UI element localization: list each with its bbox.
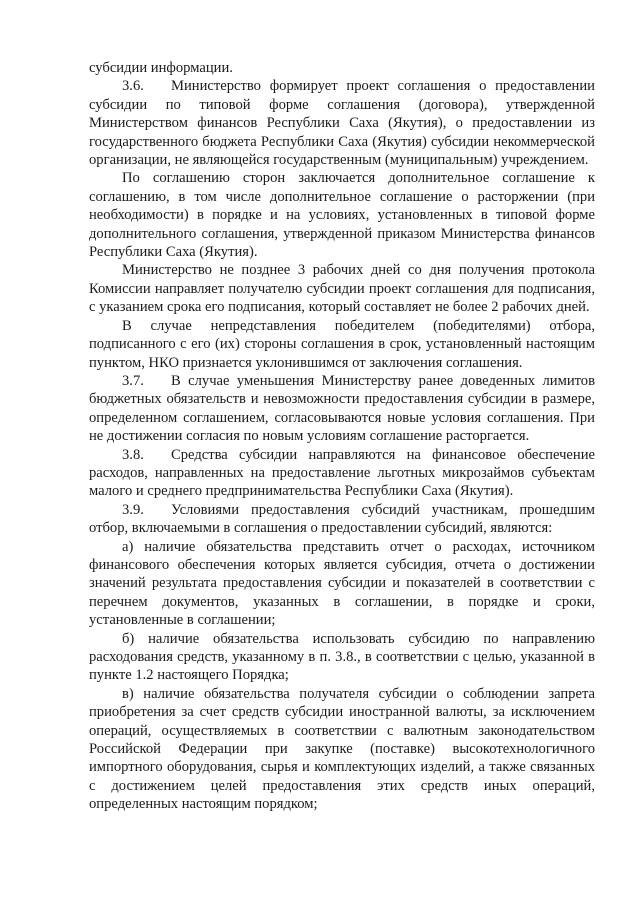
list-item-v <box>89 685 595 814</box>
paragraph-3-9 <box>89 501 595 538</box>
paragraph-text: субсидии информации. <box>89 60 233 76</box>
paragraph-text: Условиями предоставления субсидий участникам, прошедшим отбор, включаемыми в соглашения о предоставлении субсидий, являются: <box>89 501 595 537</box>
paragraph-3-6 <box>89 77 595 169</box>
list-item-b <box>89 630 595 685</box>
paragraph-text: Министерство формирует проект соглашения о предоставлении субсидии по типовой форме соглашения (договора), утвержденной Министерством финансов Республики Саха (Якутия), о предоставлении из государственного бюджета Республики Саха (Якутия) субсидии некоммерческой организации, не являющейся государственным (муниципальным) учреждением. <box>89 78 595 169</box>
paragraph-text: в) наличие обязательства получателя субсидии о соблюдении запрета приобретения за счет средств субсидии иностранной валюты, за исключением операций, осуществляемых в соответствии с валютным законодательством Российской Федерации при закупке (поставке) высокотехнологичного импортного оборудования, сырья и комплектующих изделий, а также связанных с достижением целей предоставления этих средств иных операций, определенных настоящим порядком; <box>89 685 595 813</box>
paragraph-continuation <box>89 59 595 77</box>
paragraph-text: В случае непредставления победителем (победителями) отбора, подписанного с его (их) стороны соглашения в срок, установленный настоящим пунктом, НКО признается уклонившимся от заключения соглашения. <box>89 317 595 371</box>
paragraph-3-8 <box>89 446 595 501</box>
paragraph-text: б) наличие обязательства использовать субсидию по направлению расходования средств, указанному в п. 3.8., в соответствии с целью, указанной в пункте 1.2 настоящего Порядка; <box>89 630 595 684</box>
paragraph-text: В случае уменьшения Министерству ранее доведенных лимитов бюджетных обязательств и невозможности предоставления субсидии в размере, определенном соглашением, согласовываются новые условия соглашения. При не достижении согласия по новым условиям соглашение расторгается. <box>89 372 595 445</box>
paragraph-text: Министерство не позднее 3 рабочих дней со дня получения протокола Комиссии направляет получателю субсидии проект соглашения для подписания, с указанием срока его подписания, который составляет не более 2 рабочих дней. <box>89 262 595 316</box>
paragraph-3-7 <box>89 372 595 446</box>
clause-number: 3.9. <box>122 501 144 518</box>
paragraph-text: а) наличие обязательства представить отчет о расходах, источником финансового обеспечения которых является субсидия, отчета о достижении значений результата предоставления субсидии и показателей в соответствии с перечнем документов, указанных в соглашении, в порядке и сроки, установленные в соглашении; <box>89 538 595 629</box>
paragraph-ministry-deadline <box>89 261 595 316</box>
document-page <box>89 59 595 814</box>
clause-number: 3.8. <box>122 446 144 463</box>
clause-number: 3.7. <box>122 372 144 389</box>
paragraph-text: Средства субсидии направляются на финансовое обеспечение расходов, направленных на предоставление льготных микрозаймов субъектам малого и среднего предпринимательства Республики Саха (Якутия). <box>89 446 595 500</box>
paragraph-additional-agreement <box>89 169 595 261</box>
list-item-a <box>89 538 595 630</box>
paragraph-non-submission <box>89 317 595 372</box>
clause-number: 3.6. <box>122 78 144 95</box>
paragraph-text: По соглашению сторон заключается дополнительное соглашение к соглашению, в том числе дополнительное соглашение о расторжении (при необходимости) в порядке и на условиях, установленных в типовой форме дополнительного соглашения, утвержденной приказом Министерства финансов Республики Саха (Якутия). <box>89 170 595 261</box>
